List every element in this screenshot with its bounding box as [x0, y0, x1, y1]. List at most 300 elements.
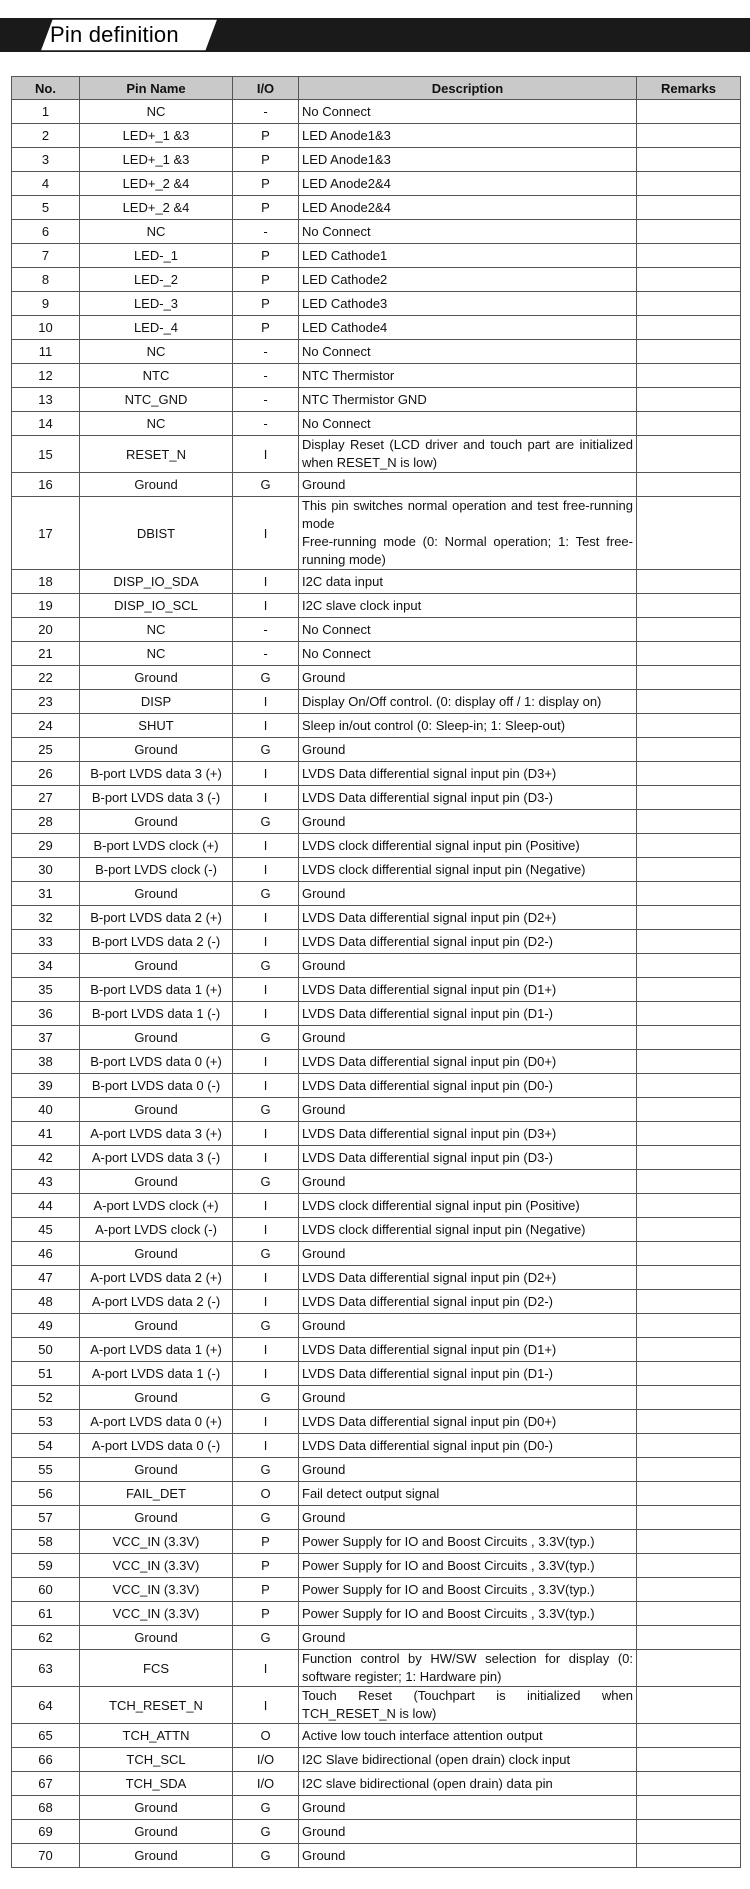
pin-name-cell: B-port LVDS data 3 (-): [80, 786, 233, 810]
pin-io-cell: I: [233, 1338, 299, 1362]
pin-remarks-cell: [637, 1748, 741, 1772]
pin-io-cell: I: [233, 690, 299, 714]
pin-remarks-cell: [637, 1554, 741, 1578]
pin-io-cell: G: [233, 1626, 299, 1650]
pin-name-cell: NC: [80, 100, 233, 124]
table-row: [12, 834, 741, 858]
pin-number-cell: 48: [12, 1290, 80, 1314]
pin-io-cell: I: [233, 1002, 299, 1026]
pin-description-cell: LVDS Data differential signal input pin (D2+): [299, 1266, 637, 1290]
pin-number-cell: 52: [12, 1386, 80, 1410]
pin-remarks-cell: [637, 1530, 741, 1554]
table-row: [12, 762, 741, 786]
table-row: [12, 930, 741, 954]
table-row: [12, 196, 741, 220]
table-row: [12, 1796, 741, 1820]
pin-name-cell: Ground: [80, 1026, 233, 1050]
pin-number-cell: 32: [12, 906, 80, 930]
pin-name-cell: Ground: [80, 1242, 233, 1266]
pin-name-cell: Ground: [80, 666, 233, 690]
pin-name-cell: Ground: [80, 473, 233, 497]
pin-number-cell: 21: [12, 642, 80, 666]
table-row: [12, 172, 741, 196]
column-header-io: I/O: [233, 77, 299, 100]
table-row: [12, 810, 741, 834]
pin-number-cell: 56: [12, 1482, 80, 1506]
pin-number-cell: 12: [12, 364, 80, 388]
pin-remarks-cell: [637, 1002, 741, 1026]
pin-name-cell: Ground: [80, 1458, 233, 1482]
pin-description-cell: Touch Reset (Touchpart is initialized when TCH_RESET_N is low): [299, 1687, 637, 1724]
pin-description-cell: LVDS Data differential signal input pin (D1-): [299, 1362, 637, 1386]
pin-description-cell: No Connect: [299, 412, 637, 436]
pin-io-cell: P: [233, 1578, 299, 1602]
table-row: [12, 1386, 741, 1410]
pin-description-cell: LVDS Data differential signal input pin (D2+): [299, 906, 637, 930]
pin-name-cell: VCC_IN (3.3V): [80, 1530, 233, 1554]
pin-name-cell: A-port LVDS data 1 (-): [80, 1362, 233, 1386]
pin-remarks-cell: [637, 316, 741, 340]
pin-remarks-cell: [637, 220, 741, 244]
pin-io-cell: I: [233, 714, 299, 738]
pin-io-cell: I: [233, 1194, 299, 1218]
pin-remarks-cell: [637, 1050, 741, 1074]
pin-remarks-cell: [637, 340, 741, 364]
pin-description-cell: Ground: [299, 1626, 637, 1650]
pin-name-cell: A-port LVDS data 0 (-): [80, 1434, 233, 1458]
pin-definition-table: [11, 76, 741, 1868]
pin-description-cell: Ground: [299, 1506, 637, 1530]
pin-number-cell: 68: [12, 1796, 80, 1820]
pin-number-cell: 49: [12, 1314, 80, 1338]
table-row: [12, 1772, 741, 1796]
pin-name-cell: A-port LVDS data 2 (-): [80, 1290, 233, 1314]
table-row: [12, 618, 741, 642]
pin-name-cell: Ground: [80, 1844, 233, 1868]
table-row: [12, 1578, 741, 1602]
pin-description-cell: LED Anode1&3: [299, 148, 637, 172]
pin-io-cell: G: [233, 1170, 299, 1194]
pin-description-cell: LVDS Data differential signal input pin (D0-): [299, 1074, 637, 1098]
pin-name-cell: TCH_ATTN: [80, 1724, 233, 1748]
table-row: [12, 497, 741, 570]
pin-name-cell: NC: [80, 220, 233, 244]
pin-description-cell: LED Cathode1: [299, 244, 637, 268]
pin-io-cell: I: [233, 1290, 299, 1314]
pin-remarks-cell: [637, 1338, 741, 1362]
table-row: [12, 1626, 741, 1650]
pin-number-cell: 10: [12, 316, 80, 340]
pin-io-cell: I: [233, 1362, 299, 1386]
pin-name-cell: A-port LVDS data 0 (+): [80, 1410, 233, 1434]
pin-description-cell: I2C Slave bidirectional (open drain) clock input: [299, 1748, 637, 1772]
pin-description-cell: LED Anode1&3: [299, 124, 637, 148]
pin-io-cell: I: [233, 834, 299, 858]
pin-name-cell: NTC: [80, 364, 233, 388]
pin-io-cell: I: [233, 1218, 299, 1242]
pin-description-cell: LED Cathode2: [299, 268, 637, 292]
pin-number-cell: 59: [12, 1554, 80, 1578]
pin-number-cell: 40: [12, 1098, 80, 1122]
pin-remarks-cell: [637, 388, 741, 412]
pin-number-cell: 42: [12, 1146, 80, 1170]
table-row: [12, 882, 741, 906]
pin-description-cell: LED Cathode4: [299, 316, 637, 340]
table-row: [12, 1362, 741, 1386]
pin-remarks-cell: [637, 738, 741, 762]
pin-name-cell: TCH_SCL: [80, 1748, 233, 1772]
table-row: [12, 1098, 741, 1122]
pin-number-cell: 17: [12, 497, 80, 570]
pin-number-cell: 30: [12, 858, 80, 882]
pin-description-cell: Ground: [299, 810, 637, 834]
pin-name-cell: VCC_IN (3.3V): [80, 1578, 233, 1602]
pin-description-cell: No Connect: [299, 618, 637, 642]
pin-number-cell: 28: [12, 810, 80, 834]
pin-number-cell: 67: [12, 1772, 80, 1796]
pin-name-cell: DBIST: [80, 497, 233, 570]
table-row: [12, 1844, 741, 1868]
table-row: [12, 316, 741, 340]
pin-name-cell: A-port LVDS data 3 (-): [80, 1146, 233, 1170]
pin-io-cell: G: [233, 1506, 299, 1530]
pin-remarks-cell: [637, 1506, 741, 1530]
pin-remarks-cell: [637, 642, 741, 666]
pin-remarks-cell: [637, 690, 741, 714]
pin-description-cell: LVDS Data differential signal input pin (D2-): [299, 1290, 637, 1314]
pin-remarks-cell: [637, 858, 741, 882]
pin-number-cell: 60: [12, 1578, 80, 1602]
pin-name-cell: RESET_N: [80, 436, 233, 473]
pin-description-cell: LVDS Data differential signal input pin (D2-): [299, 930, 637, 954]
pin-number-cell: 5: [12, 196, 80, 220]
pin-name-cell: LED+_2 &4: [80, 196, 233, 220]
table-row: [12, 642, 741, 666]
pin-remarks-cell: [637, 172, 741, 196]
pin-number-cell: 14: [12, 412, 80, 436]
pin-remarks-cell: [637, 100, 741, 124]
pin-number-cell: 6: [12, 220, 80, 244]
table-row: [12, 1602, 741, 1626]
pin-description-cell: Fail detect output signal: [299, 1482, 637, 1506]
pin-io-cell: I: [233, 858, 299, 882]
pin-description-cell: Ground: [299, 666, 637, 690]
pin-remarks-cell: [637, 292, 741, 316]
pin-description-cell: LVDS Data differential signal input pin (D3+): [299, 1122, 637, 1146]
pin-remarks-cell: [637, 1122, 741, 1146]
pin-remarks-cell: [637, 436, 741, 473]
table-row: [12, 714, 741, 738]
pin-io-cell: P: [233, 196, 299, 220]
pin-io-cell: G: [233, 1386, 299, 1410]
pin-io-cell: -: [233, 364, 299, 388]
pin-name-cell: Ground: [80, 1506, 233, 1530]
pin-remarks-cell: [637, 1170, 741, 1194]
table-row: [12, 1748, 741, 1772]
pin-remarks-cell: [637, 834, 741, 858]
pin-io-cell: I: [233, 930, 299, 954]
pin-description-cell: LVDS Data differential signal input pin (D0+): [299, 1410, 637, 1434]
pin-number-cell: 54: [12, 1434, 80, 1458]
pin-io-cell: -: [233, 642, 299, 666]
pin-io-cell: P: [233, 316, 299, 340]
table-row: [12, 1002, 741, 1026]
pin-name-cell: NC: [80, 340, 233, 364]
pin-number-cell: 34: [12, 954, 80, 978]
pin-number-cell: 62: [12, 1626, 80, 1650]
pin-io-cell: I: [233, 1266, 299, 1290]
pin-description-cell: Ground: [299, 882, 637, 906]
pin-name-cell: SHUT: [80, 714, 233, 738]
pin-description-cell: LED Anode2&4: [299, 196, 637, 220]
pin-description-cell: LVDS Data differential signal input pin (D1-): [299, 1002, 637, 1026]
pin-name-cell: B-port LVDS data 1 (-): [80, 1002, 233, 1026]
pin-name-cell: A-port LVDS data 1 (+): [80, 1338, 233, 1362]
pin-description-cell: I2C slave clock input: [299, 594, 637, 618]
pin-remarks-cell: [637, 1098, 741, 1122]
pin-remarks-cell: [637, 1266, 741, 1290]
pin-name-cell: LED-_1: [80, 244, 233, 268]
pin-number-cell: 25: [12, 738, 80, 762]
pin-remarks-cell: [637, 1578, 741, 1602]
pin-io-cell: G: [233, 810, 299, 834]
pin-io-cell: G: [233, 1820, 299, 1844]
pin-number-cell: 35: [12, 978, 80, 1002]
pin-number-cell: 70: [12, 1844, 80, 1868]
pin-remarks-cell: [637, 1290, 741, 1314]
pin-description-cell: Function control by HW/SW selection for display (0: software register; 1: Hardware pin): [299, 1650, 637, 1687]
table-row: [12, 340, 741, 364]
pin-io-cell: I: [233, 1050, 299, 1074]
pin-description-cell: LVDS Data differential signal input pin (D1+): [299, 1338, 637, 1362]
pin-remarks-cell: [637, 1386, 741, 1410]
pin-description-cell: LVDS Data differential signal input pin (D1+): [299, 978, 637, 1002]
table-row: [12, 148, 741, 172]
pin-remarks-cell: [637, 1482, 741, 1506]
pin-io-cell: O: [233, 1482, 299, 1506]
table-row: [12, 738, 741, 762]
pin-io-cell: G: [233, 738, 299, 762]
pin-number-cell: 58: [12, 1530, 80, 1554]
pin-io-cell: I: [233, 978, 299, 1002]
pin-name-cell: TCH_RESET_N: [80, 1687, 233, 1724]
pin-io-cell: I: [233, 594, 299, 618]
pin-description-cell: No Connect: [299, 642, 637, 666]
pin-io-cell: I: [233, 1650, 299, 1687]
pin-number-cell: 26: [12, 762, 80, 786]
pin-name-cell: B-port LVDS data 3 (+): [80, 762, 233, 786]
pin-description-cell: This pin switches normal operation and test free-running mode Free-running mode (0: Normal operation; 1: Test free-running mode): [299, 497, 637, 570]
pin-io-cell: P: [233, 172, 299, 196]
pin-name-cell: NC: [80, 642, 233, 666]
pin-number-cell: 9: [12, 292, 80, 316]
table-row: [12, 388, 741, 412]
pin-io-cell: I: [233, 906, 299, 930]
pin-description-cell: No Connect: [299, 220, 637, 244]
pin-description-cell: Sleep in/out control (0: Sleep-in; 1: Sleep-out): [299, 714, 637, 738]
pin-number-cell: 3: [12, 148, 80, 172]
pin-io-cell: G: [233, 882, 299, 906]
pin-remarks-cell: [637, 364, 741, 388]
pin-description-cell: No Connect: [299, 100, 637, 124]
table-row: [12, 786, 741, 810]
pin-name-cell: B-port LVDS data 0 (-): [80, 1074, 233, 1098]
pin-description-cell: Ground: [299, 473, 637, 497]
pin-description-cell: LED Cathode3: [299, 292, 637, 316]
table-row: [12, 1290, 741, 1314]
pin-number-cell: 38: [12, 1050, 80, 1074]
pin-name-cell: B-port LVDS data 1 (+): [80, 978, 233, 1002]
pin-remarks-cell: [637, 1844, 741, 1868]
pin-number-cell: 41: [12, 1122, 80, 1146]
pin-number-cell: 47: [12, 1266, 80, 1290]
pin-io-cell: I: [233, 436, 299, 473]
pin-number-cell: 66: [12, 1748, 80, 1772]
pin-description-cell: LED Anode2&4: [299, 172, 637, 196]
pin-number-cell: 36: [12, 1002, 80, 1026]
table-row: [12, 1218, 741, 1242]
table-row: [12, 364, 741, 388]
pin-remarks-cell: [637, 497, 741, 570]
column-header-description: Description: [299, 77, 637, 100]
pin-number-cell: 61: [12, 1602, 80, 1626]
pin-number-cell: 13: [12, 388, 80, 412]
table-row: [12, 954, 741, 978]
pin-io-cell: O: [233, 1724, 299, 1748]
pin-description-cell: Ground: [299, 1844, 637, 1868]
pin-number-cell: 16: [12, 473, 80, 497]
pin-io-cell: -: [233, 618, 299, 642]
table-row: [12, 473, 741, 497]
table-row: [12, 1687, 741, 1724]
pin-name-cell: B-port LVDS data 0 (+): [80, 1050, 233, 1074]
pin-name-cell: VCC_IN (3.3V): [80, 1554, 233, 1578]
pin-remarks-cell: [637, 1194, 741, 1218]
pin-number-cell: 39: [12, 1074, 80, 1098]
pin-number-cell: 63: [12, 1650, 80, 1687]
pin-description-cell: Power Supply for IO and Boost Circuits , 3.3V(typ.): [299, 1530, 637, 1554]
pin-number-cell: 44: [12, 1194, 80, 1218]
pin-remarks-cell: [637, 1687, 741, 1724]
pin-number-cell: 33: [12, 930, 80, 954]
pin-remarks-cell: [637, 786, 741, 810]
pin-description-cell: Ground: [299, 1820, 637, 1844]
table-row: [12, 1530, 741, 1554]
pin-number-cell: 55: [12, 1458, 80, 1482]
pin-number-cell: 11: [12, 340, 80, 364]
pin-io-cell: P: [233, 148, 299, 172]
pin-remarks-cell: [637, 594, 741, 618]
pin-number-cell: 24: [12, 714, 80, 738]
table-row: [12, 1242, 741, 1266]
pin-io-cell: I: [233, 1687, 299, 1724]
pin-description-cell: LVDS Data differential signal input pin (D0-): [299, 1434, 637, 1458]
pin-name-cell: Ground: [80, 810, 233, 834]
pin-remarks-cell: [637, 762, 741, 786]
pin-io-cell: P: [233, 1602, 299, 1626]
pin-remarks-cell: [637, 1724, 741, 1748]
pin-description-cell: Display Reset (LCD driver and touch part are initialized when RESET_N is low): [299, 436, 637, 473]
pin-description-cell: Power Supply for IO and Boost Circuits , 3.3V(typ.): [299, 1554, 637, 1578]
pin-description-cell: NTC Thermistor GND: [299, 388, 637, 412]
pin-number-cell: 19: [12, 594, 80, 618]
table-row: [12, 1482, 741, 1506]
pin-io-cell: I: [233, 1122, 299, 1146]
pin-remarks-cell: [637, 978, 741, 1002]
pin-io-cell: G: [233, 1796, 299, 1820]
table-row: [12, 858, 741, 882]
table-row: [12, 1820, 741, 1844]
pin-remarks-cell: [637, 714, 741, 738]
pin-remarks-cell: [637, 882, 741, 906]
table-row: [12, 436, 741, 473]
pin-description-cell: Ground: [299, 1796, 637, 1820]
pin-name-cell: VCC_IN (3.3V): [80, 1602, 233, 1626]
pin-io-cell: G: [233, 1458, 299, 1482]
table-row: [12, 244, 741, 268]
pin-number-cell: 50: [12, 1338, 80, 1362]
pin-io-cell: I: [233, 570, 299, 594]
pin-io-cell: G: [233, 1098, 299, 1122]
table-row: [12, 1050, 741, 1074]
pin-io-cell: P: [233, 124, 299, 148]
column-header-no: No.: [12, 77, 80, 100]
pin-name-cell: NC: [80, 618, 233, 642]
table-body: [12, 100, 741, 1868]
pin-number-cell: 7: [12, 244, 80, 268]
pin-io-cell: I/O: [233, 1772, 299, 1796]
table-row: [12, 1506, 741, 1530]
pin-remarks-cell: [637, 1146, 741, 1170]
table-row: [12, 666, 741, 690]
table-row: [12, 1458, 741, 1482]
pin-number-cell: 65: [12, 1724, 80, 1748]
pin-description-cell: Ground: [299, 738, 637, 762]
pin-remarks-cell: [637, 1314, 741, 1338]
pin-name-cell: Ground: [80, 882, 233, 906]
pin-number-cell: 69: [12, 1820, 80, 1844]
pin-name-cell: Ground: [80, 1820, 233, 1844]
pin-io-cell: I: [233, 497, 299, 570]
table-row: [12, 100, 741, 124]
pin-io-cell: -: [233, 388, 299, 412]
pin-name-cell: FAIL_DET: [80, 1482, 233, 1506]
pin-number-cell: 27: [12, 786, 80, 810]
pin-io-cell: G: [233, 473, 299, 497]
pin-io-cell: G: [233, 1844, 299, 1868]
pin-name-cell: LED-_2: [80, 268, 233, 292]
pin-remarks-cell: [637, 1796, 741, 1820]
table-row: [12, 292, 741, 316]
table-row: [12, 1724, 741, 1748]
pin-description-cell: I2C slave bidirectional (open drain) data pin: [299, 1772, 637, 1796]
pin-io-cell: I: [233, 1410, 299, 1434]
pin-description-cell: Power Supply for IO and Boost Circuits , 3.3V(typ.): [299, 1602, 637, 1626]
pin-remarks-cell: [637, 148, 741, 172]
pin-number-cell: 2: [12, 124, 80, 148]
pin-remarks-cell: [637, 1410, 741, 1434]
page-title: Pin definition: [50, 22, 179, 47]
pin-remarks-cell: [637, 124, 741, 148]
pin-io-cell: P: [233, 244, 299, 268]
pin-number-cell: 29: [12, 834, 80, 858]
pin-description-cell: LVDS clock differential signal input pin (Positive): [299, 1194, 637, 1218]
pin-number-cell: 46: [12, 1242, 80, 1266]
pin-number-cell: 64: [12, 1687, 80, 1724]
pin-name-cell: DISP: [80, 690, 233, 714]
table-row: [12, 1314, 741, 1338]
pin-io-cell: I: [233, 1074, 299, 1098]
